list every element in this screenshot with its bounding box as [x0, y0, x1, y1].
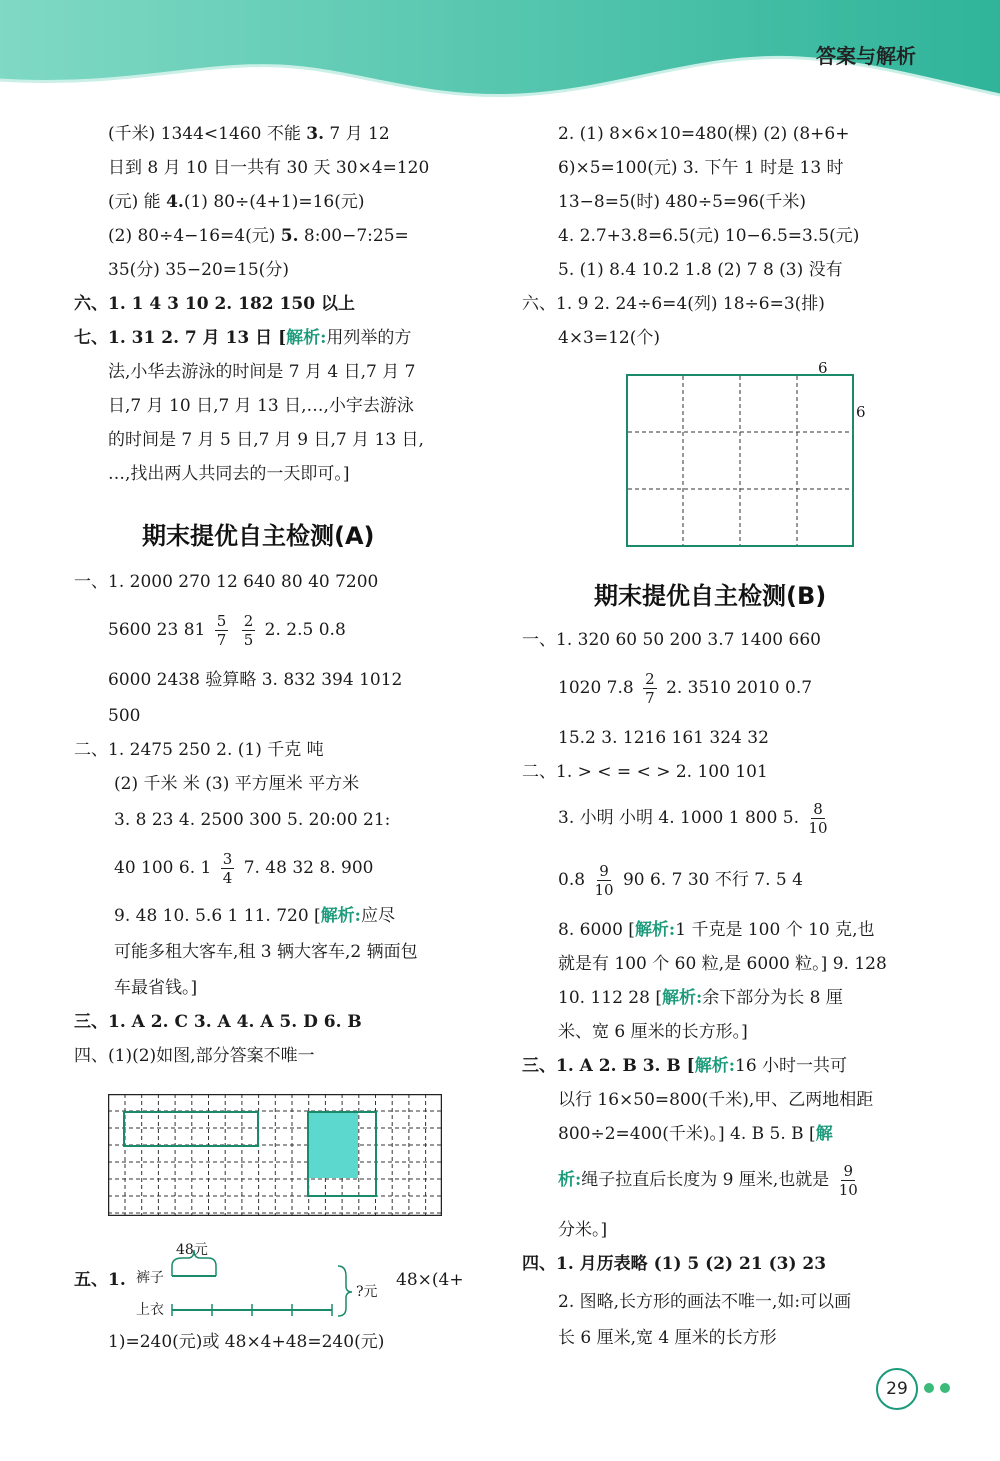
answer-line: 2. (1) 8×6×10=480(棵) (2) (8+6+	[558, 124, 850, 144]
fraction	[808, 800, 827, 837]
text: 8. 6000 [	[558, 920, 635, 940]
analysis-label: 解析:	[694, 1056, 736, 1076]
analysis-label: 解	[815, 1124, 833, 1144]
analysis-label: 解析:	[320, 906, 361, 926]
answer-line	[558, 800, 832, 837]
text: 5600 23 81	[108, 620, 206, 640]
answer-line: 2. 图略,长方形的画法不唯一,如:可以画	[558, 1292, 852, 1312]
label-coat: 上衣	[136, 1302, 164, 1318]
numerator: 3	[222, 850, 233, 868]
analysis-label: 解析:	[634, 920, 676, 940]
fraction	[594, 862, 613, 899]
answer-line: 四、(1)(2)如图,部分答案不唯一	[74, 1046, 315, 1066]
grid-label-top: 6	[818, 359, 828, 377]
answer-line: 3. 8 23 4. 2500 300 5. 20:00 21:	[114, 810, 391, 830]
section-seven	[74, 326, 411, 350]
dot	[940, 1383, 950, 1393]
page-number: 29	[876, 1368, 918, 1410]
answer-line: 车最省钱。]	[114, 978, 198, 998]
fraction	[221, 850, 235, 887]
fraction	[643, 670, 657, 707]
denominator: 5	[243, 631, 254, 649]
denominator: 10	[838, 1181, 858, 1199]
grid-figure	[108, 1094, 442, 1216]
answer-line	[108, 224, 409, 248]
answer-line: 4. 2.7+3.8=6.5(元) 10−6.5=3.5(元)	[558, 226, 860, 246]
answer-line: 可能多租大客车,租 3 辆大客车,2 辆面包	[114, 942, 418, 962]
answer-line: 35(分) 35−20=15(分)	[108, 260, 289, 280]
denominator: 10	[808, 819, 828, 837]
text: 40 100 6. 1	[114, 858, 212, 878]
numerator: 5	[216, 612, 227, 630]
grid-label-right: 6	[856, 403, 866, 421]
label-question-yuan: ?元	[356, 1284, 378, 1300]
text: 3. 小明 小明 4. 1000 1 800 5.	[558, 808, 800, 828]
answer-line: 三、1. A 2. C 3. A 4. A 5. D 6. B	[74, 1012, 362, 1032]
answer-line: 五、1.	[74, 1270, 126, 1290]
text: 2. 2.5 0.8	[264, 620, 346, 640]
answer-line: 就是有 100 个 60 粒,是 6000 粒。] 9. 128	[558, 954, 887, 974]
section-title-a: 期末提优自主检测(A)	[142, 522, 375, 550]
text: 800÷2=400(千米)。] 4. B 5. B [	[558, 1124, 816, 1144]
answer-line: 二、1. 2475 250 2. (1) 千克 吨	[74, 740, 324, 760]
answer-line: 5. (1) 8.4 10.2 1.8 (2) 7 8 (3) 没有	[558, 260, 843, 280]
text: (千米) 1344<1460 不能	[108, 124, 301, 144]
answer-line: 的时间是 7 月 5 日,7 月 9 日,7 月 13 日,	[108, 430, 424, 450]
answer-line: 6)×5=100(元) 3. 下午 1 时是 13 时	[558, 158, 844, 178]
fraction	[839, 1162, 858, 1199]
answer-line: 500	[108, 706, 141, 726]
text: 0.8	[558, 870, 586, 890]
answer-line	[108, 122, 390, 146]
answer-line: 米、宽 6 厘米的长方形。]	[558, 1022, 748, 1042]
answer-line	[558, 1122, 833, 1146]
denominator: 4	[222, 869, 233, 887]
answer-line	[558, 670, 812, 707]
numerator: 9	[599, 862, 609, 880]
section-title-b: 期末提优自主检测(B)	[594, 582, 827, 610]
dot	[924, 1383, 934, 1393]
text: (1) 80÷(4+1)=16(元)	[183, 192, 365, 212]
answer-line	[108, 190, 364, 214]
answer-line: 日,7 月 10 日,7 月 13 日,…,小宇去游泳	[108, 396, 414, 416]
answer-line	[114, 904, 395, 928]
numerator: 8	[813, 800, 823, 818]
text: 1020 7.8	[558, 678, 634, 698]
answer-line: 48×(4+	[396, 1270, 464, 1290]
analysis-label: 解析:	[286, 328, 327, 348]
answer-line: 一、1. 2000 270 12 640 80 40 7200	[74, 572, 379, 592]
answer-line: 13−8=5(时) 480÷5=96(千米)	[558, 192, 807, 212]
answer-line	[108, 612, 346, 649]
answer-line	[114, 850, 373, 887]
text: 5.	[280, 226, 299, 246]
label-48-yuan: 48元	[176, 1242, 208, 1258]
section-six: 六、1. 1 4 3 10 2. 182 150 以上	[74, 294, 355, 314]
text: 余下部分为长 8 厘	[702, 988, 843, 1008]
seat-grid-figure	[626, 374, 856, 550]
answer-line	[558, 986, 843, 1010]
answer-line: 法,小华去游泳的时间是 7 月 4 日,7 月 7	[108, 362, 416, 382]
answer-line: 15.2 3. 1216 161 324 32	[558, 728, 769, 748]
answer-line: 一、1. 320 60 50 200 3.7 1400 660	[522, 630, 821, 650]
answer-line: 日到 8 月 10 日一共有 30 天 30×4=120	[108, 158, 430, 178]
text: 8:00−7:25=	[298, 226, 409, 246]
decorative-dots	[924, 1378, 956, 1397]
text: 7. 48 32 8. 900	[243, 858, 374, 878]
text: 三、1. A 2. B 3. B [	[522, 1056, 695, 1076]
text: 绳子拉直后长度为 9 厘米,也就是	[581, 1170, 830, 1190]
text: 3.	[306, 124, 324, 144]
page-header	[0, 0, 1000, 110]
answer-line	[522, 1054, 847, 1078]
denominator: 7	[645, 689, 655, 707]
answer-line	[558, 1162, 862, 1199]
answer-line: 以行 16×50=800(千米),甲、乙两地相距	[558, 1090, 874, 1110]
text: 1 千克是 100 个 10 克,也	[675, 920, 875, 940]
denominator: 10	[594, 881, 614, 899]
answer-line	[558, 918, 875, 942]
answer-line: 长 6 厘米,宽 4 厘米的长方形	[558, 1328, 777, 1348]
text: 应尽	[360, 906, 395, 926]
answer-line: 1)=240(元)或 48×4+48=240(元)	[108, 1332, 385, 1352]
answer-line: 二、1. > < = < > 2. 100 101	[522, 762, 768, 782]
answer-line: 六、1. 9 2. 24÷6=4(列) 18÷6=3(排)	[522, 294, 825, 314]
numerator: 9	[843, 1162, 854, 1180]
text: 10. 112 28 [	[558, 988, 662, 1008]
fraction	[242, 612, 256, 649]
answer-line: 分米。]	[558, 1220, 608, 1240]
label-pants: 裤子	[136, 1270, 164, 1286]
answer-line: 6000 2438 验算略 3. 832 394 1012	[108, 670, 403, 690]
text: 9. 48 10. 5.6 1 11. 720 [	[114, 906, 321, 926]
text: 90 6. 7 30 不行 7. 5 4	[622, 870, 803, 890]
answer-line	[558, 862, 803, 899]
answer-line: …,找出两人共同去的一天即可。]	[108, 464, 350, 484]
text: (元) 能	[108, 192, 167, 212]
answer-line: 4×3=12(个)	[558, 328, 661, 348]
numerator: 2	[243, 612, 254, 630]
answer-line: 四、1. 月历表略 (1) 5 (2) 21 (3) 23	[522, 1254, 827, 1274]
analysis-label: 解析:	[661, 988, 703, 1008]
analysis-label: 析:	[558, 1170, 582, 1190]
text: 用列举的方	[326, 328, 412, 348]
text: 4.	[166, 192, 184, 212]
text: 7 月 12	[324, 124, 390, 144]
answer-line: (2) 千米 米 (3) 平方厘米 平方米	[114, 774, 360, 794]
text: (2) 80÷4−16=4(元)	[108, 226, 281, 246]
denominator: 7	[216, 631, 227, 649]
text: 七、1. 31 2. 7 月 13 日 [	[74, 328, 287, 348]
fraction	[215, 612, 229, 649]
text: 2. 3510 2010 0.7	[666, 678, 813, 698]
line-segment-diagram	[128, 1236, 408, 1322]
text: 16 小时一共可	[735, 1056, 848, 1076]
numerator: 2	[645, 670, 655, 688]
header-title: 答案与解析	[816, 44, 916, 68]
